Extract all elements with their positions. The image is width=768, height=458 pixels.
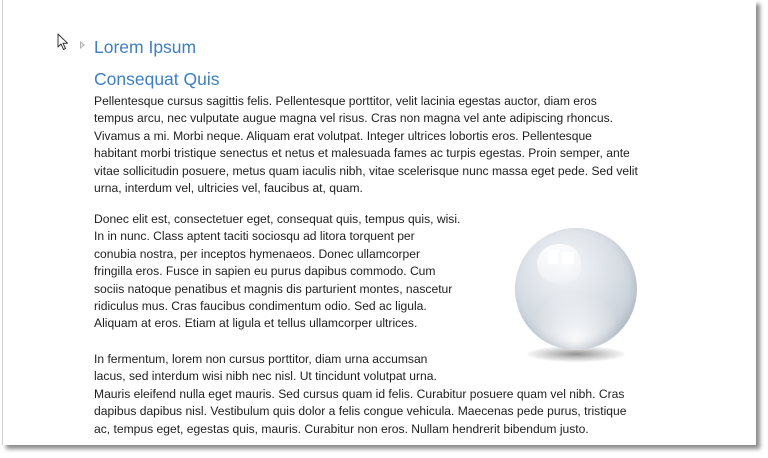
text-line: ac, tempus eget, egestas quis, mauris. Curabitur non eros. Nullam hendrerit bibendum justo.	[94, 421, 589, 436]
mouse-pointer-icon	[57, 33, 69, 51]
text-line: fringilla eros. Fusce in sapien eu purus dapibus commodo. Cum	[94, 264, 436, 279]
text-line: sociis natoque penatibus et magnis dis parturient montes, nascetur	[94, 281, 453, 296]
text-line: ridiculus mus. Cras faucibus condimentum odio. Sed ac ligula.	[94, 299, 427, 314]
text-line: Aliquam at eros. Etiam at ligula et tellus ullamcorper ultrices.	[94, 316, 418, 331]
collapse-heading-toggle-icon[interactable]	[80, 41, 85, 49]
text-line: lacus, sed interdum wisi nibh nec nisl. Ut tincidunt volutpat urna.	[94, 369, 437, 384]
text-line: Donec elit est, consectetuer eget, consequat quis, tempus quis, wisi.	[94, 212, 461, 226]
sphere-highlight	[537, 244, 581, 284]
paragraph-3	[94, 351, 626, 438]
text-line: In fermentum, lorem non cursus porttitor, diam urna accumsan	[94, 352, 428, 366]
text-line: urna, interdum vel, ultricies vel, faucibus at, quam.	[94, 181, 363, 196]
text-line: Pellentesque cursus sagittis felis. Pellentesque porttitor, velit lacinia egestas auctor, diam eros	[94, 94, 597, 108]
text-line: dapibus dapibus nisl. Vestibulum quis dolor a felis congue vehicula. Maecenas pede purus, tristique	[94, 404, 627, 419]
text-line: Mauris eleifend nulla eget mauris. Sed cursus quam id felis. Curabitur posuere quam vel nibh. Cras	[94, 386, 625, 401]
text-line: conubia nostra, per inceptos hymenaeos. Donec ullamcorper	[94, 246, 421, 261]
heading-1: Lorem Ipsum	[94, 37, 197, 57]
text-line: vitae sollicitudin posuere, metus quam iaculis nibh, vitae scelerisque nunc massa eget pede. Sed velit	[94, 163, 638, 178]
glossy-sphere-image[interactable]	[513, 226, 639, 371]
document-page[interactable]	[2, 0, 756, 445]
text-line: tempus arcu, nec vulputate augue magna vel risus. Cras non magna vel ante adipiscing rhoncus.	[94, 111, 613, 126]
sphere-reflection	[548, 250, 558, 264]
sphere-icon	[515, 228, 637, 350]
sphere-reflection	[562, 252, 574, 264]
paragraph-2	[94, 211, 460, 333]
text-line: Vivamus a mi. Morbi neque. Aliquam erat volutpat. Integer ultrices lobortis eros. Pellentesque	[94, 128, 592, 143]
text-line: In in nunc. Class aptent taciti sociosqu ad litora torquent per	[94, 229, 415, 244]
paragraph-1	[94, 93, 638, 197]
text-line: habitant morbi tristique senectus et netus et malesuada fames ac turpis egestas. Proin semper, ante	[94, 146, 630, 161]
heading-2: Consequat Quis	[94, 69, 220, 89]
